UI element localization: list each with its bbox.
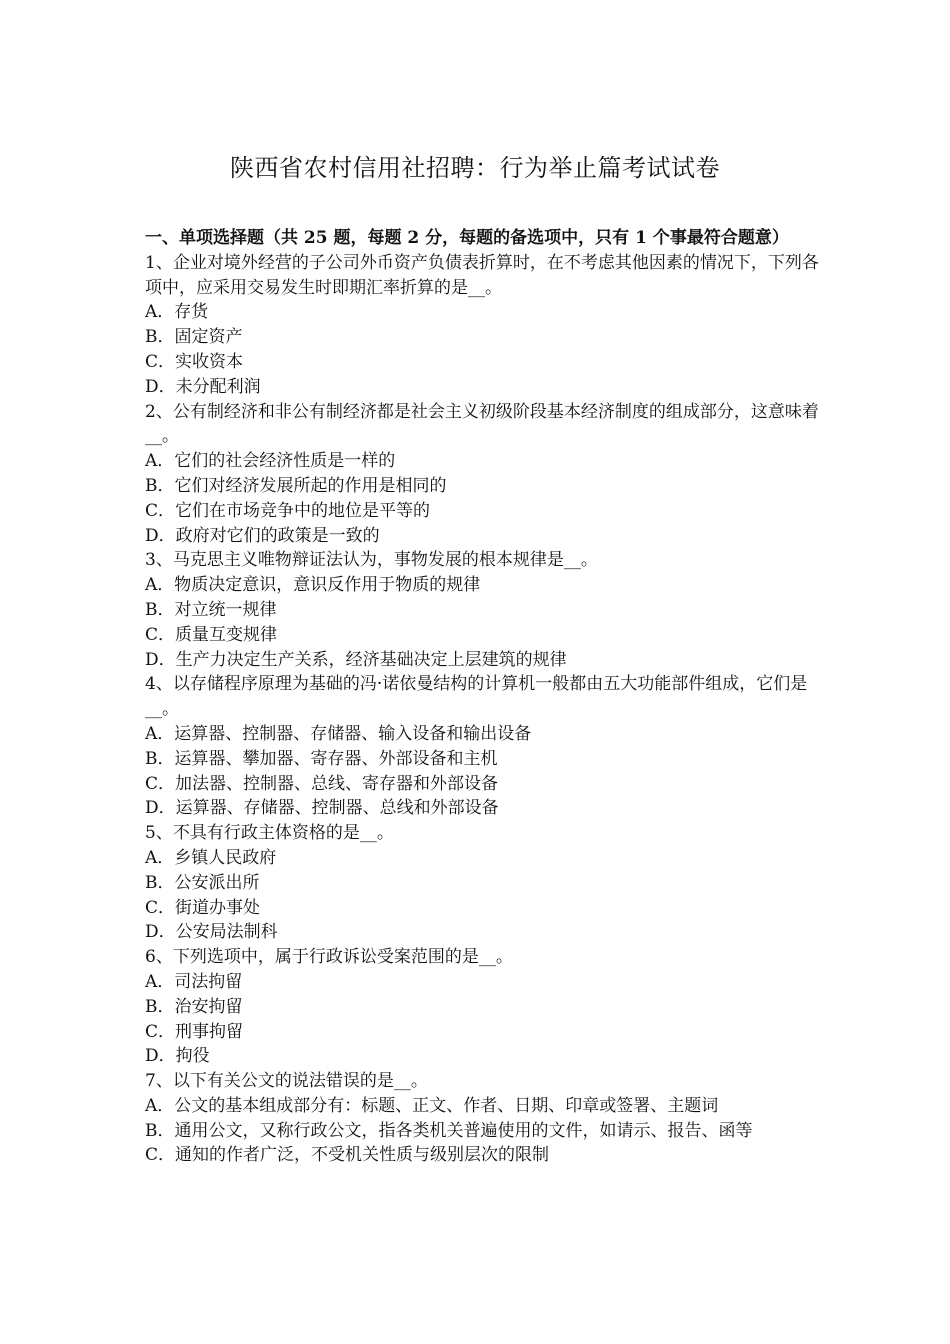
question-stem: 7、以下有关公文的说法错误的是__。 <box>145 1071 428 1092</box>
question-4 <box>145 672 820 821</box>
question-stem: 3、马克思主义唯物辩证法认为，事物发展的根本规律是__。 <box>145 550 598 571</box>
option-a: A．运算器、控制器、存储器、输入设备和输出设备 <box>145 723 532 744</box>
question-stem: 2、公有制经济和非公有制经济都是社会主义初级阶段基本经济制度的组成部分，这意味着__。 <box>145 401 819 447</box>
option-c: C．质量互变规律 <box>145 624 278 645</box>
option-b: B．运算器、攀加器、寄存器、外部设备和主机 <box>145 748 498 769</box>
option-c: C．实收资本 <box>145 351 244 372</box>
option-a: A．它们的社会经济性质是一样的 <box>145 451 396 472</box>
question-stem: 6、下列选项中，属于行政诉讼受案范围的是__。 <box>145 947 513 968</box>
option-d: D．生产力决定生产关系，经济基础决定上层建筑的规律 <box>145 649 567 670</box>
option-c: C．刑事拘留 <box>145 1021 244 1042</box>
option-d: D．拘役 <box>145 1046 210 1067</box>
option-c: C．加法器、控制器、总线、寄存器和外部设备 <box>145 773 499 794</box>
option-a: A．物质决定意识，意识反作用于物质的规律 <box>145 575 481 596</box>
option-b: B．治安拘留 <box>145 996 243 1017</box>
option-c: C．街道办事处 <box>145 897 261 918</box>
option-a: A．乡镇人民政府 <box>145 847 277 868</box>
option-d: D．运算器、存储器、控制器、总线和外部设备 <box>145 798 499 819</box>
option-b: B．公安派出所 <box>145 872 260 893</box>
question-6 <box>145 945 820 1069</box>
option-d: D．公安局法制科 <box>145 922 278 943</box>
section-heading: 一、单项选择题（共 25 题，每题 2 分，每题的备选项中，只有 1 个事最符合题意） <box>145 228 789 248</box>
question-1 <box>145 251 820 400</box>
question-stem: 5、不具有行政主体资格的是__。 <box>145 823 394 844</box>
option-b: B．通用公文，又称行政公文，指各类机关普遍使用的文件，如请示、报告、函等 <box>145 1120 753 1141</box>
option-d: D．政府对它们的政策是一致的 <box>145 525 380 546</box>
option-b: B．固定资产 <box>145 327 243 348</box>
question-3 <box>145 548 820 672</box>
document-body <box>145 226 820 1168</box>
option-b: B．对立统一规律 <box>145 599 277 620</box>
question-7 <box>145 1069 820 1168</box>
question-stem: 1、企业对境外经营的子公司外币资产负债表折算时，在不考虑其他因素的情况下，下列各项中，应采用交易发生时即期汇率折算的是__。 <box>145 252 819 298</box>
option-a: A．司法拘留 <box>145 971 243 992</box>
question-stem: 4、以存储程序原理为基础的冯·诺依曼结构的计算机一般都由五大功能部件组成，它们是__。 <box>145 674 808 720</box>
option-c: C．它们在市场竞争中的地位是平等的 <box>145 500 431 521</box>
option-c: C．通知的作者广泛，不受机关性质与级别层次的限制 <box>145 1145 550 1166</box>
question-5 <box>145 821 820 945</box>
question-2 <box>145 400 820 549</box>
document-title: 陕西省农村信用社招聘：行为举止篇考试试卷 <box>230 154 720 182</box>
option-b: B．它们对经济发展所起的作用是相同的 <box>145 475 447 496</box>
option-a: A．公文的基本组成部分有：标题、正文、作者、日期、印章或签署、主题词 <box>145 1095 719 1116</box>
option-d: D．未分配利润 <box>145 376 261 397</box>
option-a: A．存货 <box>145 302 209 323</box>
